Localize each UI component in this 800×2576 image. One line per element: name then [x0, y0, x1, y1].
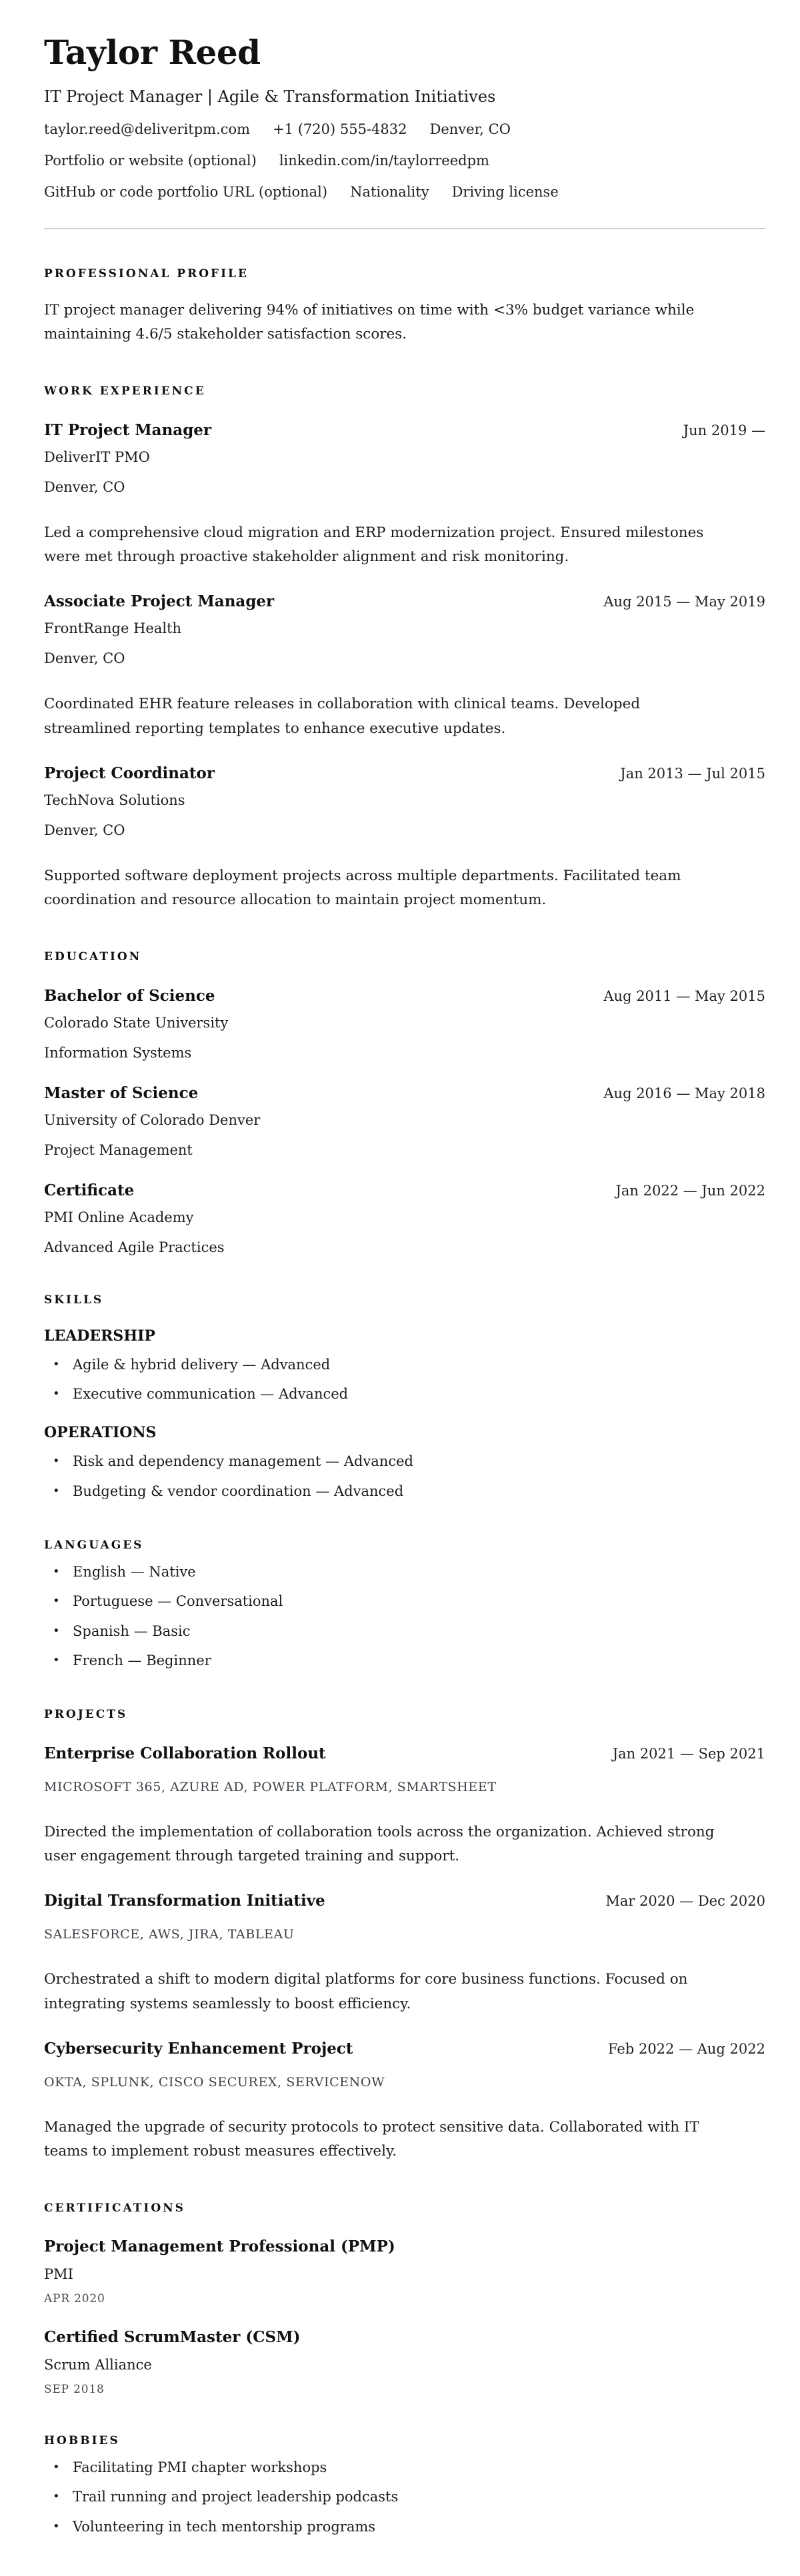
list-item: • French — Beginner	[44, 1652, 765, 1670]
certification-entry	[44, 2238, 765, 2305]
work-entry	[44, 421, 765, 569]
skill-group-title: LEADERSHIP	[44, 1327, 155, 1345]
job-description: Led a comprehensive cloud migration and ERP modernization project. Ensured milestones were met through proactive stakeholder alignment and risk monitoring.	[44, 524, 704, 566]
job-title: Project Coordinator	[44, 764, 215, 782]
certifications-heading: CERTIFICATIONS	[44, 2201, 185, 2215]
contact-linkedin: linkedin.com/in/taylorreedpm	[279, 153, 489, 169]
list-item: • English — Native	[44, 1563, 765, 1581]
contact-row-links	[44, 153, 765, 169]
field-of-study: Project Management	[44, 1141, 193, 1158]
project-description: Directed the implementation of collaboration tools across the organization. Achieved strong user engagement through targeted training and support.	[44, 1824, 715, 1865]
project-description: Managed the upgrade of security protocols to protect sensitive data. Collaborated with IT teams to implement robust measures effectively.	[44, 2118, 699, 2160]
job-company: FrontRange Health	[44, 620, 182, 637]
education-heading: EDUCATION	[44, 950, 142, 964]
project-dates: Jan 2021 — Sep 2021	[612, 1746, 765, 1762]
contact-nationality-placeholder: Nationality	[350, 184, 429, 200]
skill-group-list	[44, 1356, 765, 1404]
work-entry-head	[44, 421, 765, 439]
job-title: Associate Project Manager	[44, 592, 275, 611]
contact-github-placeholder: GitHub or code portfolio URL (optional)	[44, 184, 328, 200]
project-dates: Feb 2022 — Aug 2022	[607, 2040, 765, 2057]
section-projects	[44, 1708, 765, 2164]
work-entry-head	[44, 764, 765, 782]
languages-heading: LANGUAGES	[44, 1539, 144, 1553]
project-description: Orchestrated a shift to modern digital platforms for core business functions. Focused on integrating systems seamlessly to boost efficiency.	[44, 1971, 688, 2012]
section-education	[44, 950, 765, 1255]
job-company: TechNova Solutions	[44, 792, 185, 808]
section-hobbies	[44, 2434, 765, 2536]
project-dates: Mar 2020 — Dec 2020	[605, 1893, 765, 1910]
list-item: • Agile & hybrid delivery — Advanced	[44, 1356, 765, 1374]
certification-date: SEP 2018	[44, 2382, 105, 2396]
project-entry-head	[44, 1892, 765, 1910]
skill-group-title: OPERATIONS	[44, 1424, 157, 1442]
certification-title: Project Management Professional (PMP)	[44, 2237, 395, 2255]
contact-driving-license-placeholder: Driving license	[451, 184, 559, 200]
hobbies-heading: HOBBIES	[44, 2433, 120, 2447]
degree-dates: Aug 2016 — May 2018	[603, 1085, 765, 1101]
degree-title: Master of Science	[44, 1083, 199, 1102]
school-name: PMI Online Academy	[44, 1209, 194, 1225]
list-item: • Portuguese — Conversational	[44, 1593, 765, 1610]
candidate-headline: IT Project Manager | Agile & Transformation Initiatives	[44, 87, 496, 106]
section-skills	[44, 1293, 765, 1501]
section-languages	[44, 1539, 765, 1670]
work-entry-head	[44, 592, 765, 610]
work-entry	[44, 764, 765, 912]
work-experience-heading: WORK EXPERIENCE	[44, 384, 206, 398]
school-name: Colorado State University	[44, 1014, 229, 1031]
job-dates: Jun 2019 —	[683, 422, 765, 439]
section-certifications	[44, 2202, 765, 2396]
list-item: • Volunteering in tech mentorship programs	[44, 2518, 765, 2536]
list-item: • Facilitating PMI chapter workshops	[44, 2459, 765, 2477]
contact-location: Denver, CO	[429, 121, 511, 137]
education-entry	[44, 1181, 765, 1255]
project-tech-stack: MICROSOFT 365, AZURE AD, POWER PLATFORM, SMARTSHEET	[44, 1780, 497, 1795]
education-entry	[44, 1084, 765, 1158]
degree-title: Certificate	[44, 1181, 135, 1199]
header-divider	[44, 228, 765, 229]
hobbies-list	[44, 2459, 765, 2536]
degree-title: Bachelor of Science	[44, 986, 215, 1005]
list-item: • Spanish — Basic	[44, 1622, 765, 1640]
certification-title: Certified ScrumMaster (CSM)	[44, 2327, 301, 2346]
candidate-name: Taylor Reed	[44, 33, 261, 72]
project-entry-head	[44, 1744, 765, 1762]
project-entry	[44, 1892, 765, 2016]
degree-dates: Jan 2022 — Jun 2022	[615, 1182, 765, 1199]
job-company: DeliverIT PMO	[44, 449, 150, 466]
field-of-study: Information Systems	[44, 1044, 192, 1061]
skills-heading: SKILLS	[44, 1293, 104, 1307]
education-entry-head	[44, 1181, 765, 1199]
contact-phone: +1 (720) 555-4832	[273, 121, 407, 137]
section-professional-profile	[44, 267, 765, 346]
certification-entry	[44, 2328, 765, 2396]
job-title: IT Project Manager	[44, 421, 212, 440]
contact-row-extra	[44, 184, 765, 200]
education-entry-head	[44, 1084, 765, 1102]
contact-portfolio-placeholder: Portfolio or website (optional)	[44, 153, 257, 169]
project-entry	[44, 2040, 765, 2164]
job-dates: Jan 2013 — Jul 2015	[620, 765, 765, 782]
job-dates: Aug 2015 — May 2019	[603, 594, 765, 610]
section-work-experience	[44, 384, 765, 912]
job-description: Supported software deployment projects across multiple departments. Facilitated team coordination and resource allocation to maintain project momentum.	[44, 867, 681, 908]
list-item: • Budgeting & vendor coordination — Advanced	[44, 1483, 765, 1501]
field-of-study: Advanced Agile Practices	[44, 1239, 225, 1255]
project-title: Cybersecurity Enhancement Project	[44, 2039, 353, 2058]
project-tech-stack: SALESFORCE, AWS, JIRA, TABLEAU	[44, 1927, 295, 1942]
job-description: Coordinated EHR feature releases in collaboration with clinical teams. Developed streamlined reporting templates to enhance executive updates.	[44, 696, 641, 737]
contact-email: taylor.reed@deliveritpm.com	[44, 121, 251, 137]
work-entry	[44, 592, 765, 740]
contact-row-primary	[44, 121, 765, 137]
list-item: • Executive communication — Advanced	[44, 1385, 765, 1403]
languages-list	[44, 1563, 765, 1670]
project-entry	[44, 1744, 765, 1868]
job-location: Denver, CO	[44, 650, 125, 667]
list-item: • Trail running and project leadership podcasts	[44, 2488, 765, 2506]
resume-header	[44, 35, 765, 200]
job-location: Denver, CO	[44, 822, 125, 838]
job-location: Denver, CO	[44, 479, 125, 496]
project-entry-head	[44, 2040, 765, 2058]
project-tech-stack: OKTA, SPLUNK, CISCO SECUREX, SERVICENOW	[44, 2074, 385, 2090]
list-item: • Risk and dependency management — Advanced	[44, 1453, 765, 1471]
certification-issuer: Scrum Alliance	[44, 2356, 152, 2373]
certification-date: APR 2020	[44, 2291, 105, 2305]
professional-profile-heading: PROFESSIONAL PROFILE	[44, 267, 249, 281]
project-title: Digital Transformation Initiative	[44, 1892, 325, 1910]
project-title: Enterprise Collaboration Rollout	[44, 1744, 326, 1763]
projects-heading: PROJECTS	[44, 1708, 128, 1722]
certification-issuer: PMI	[44, 2265, 73, 2282]
skill-group-list	[44, 1453, 765, 1501]
professional-profile-text: IT project manager delivering 94% of initiatives on time with <3% budget variance while maintaining 4.6/5 stakeholder satisfaction scores.	[44, 302, 695, 343]
education-entry	[44, 987, 765, 1061]
school-name: University of Colorado Denver	[44, 1111, 261, 1128]
education-entry-head	[44, 987, 765, 1005]
degree-dates: Aug 2011 — May 2015	[603, 987, 765, 1004]
